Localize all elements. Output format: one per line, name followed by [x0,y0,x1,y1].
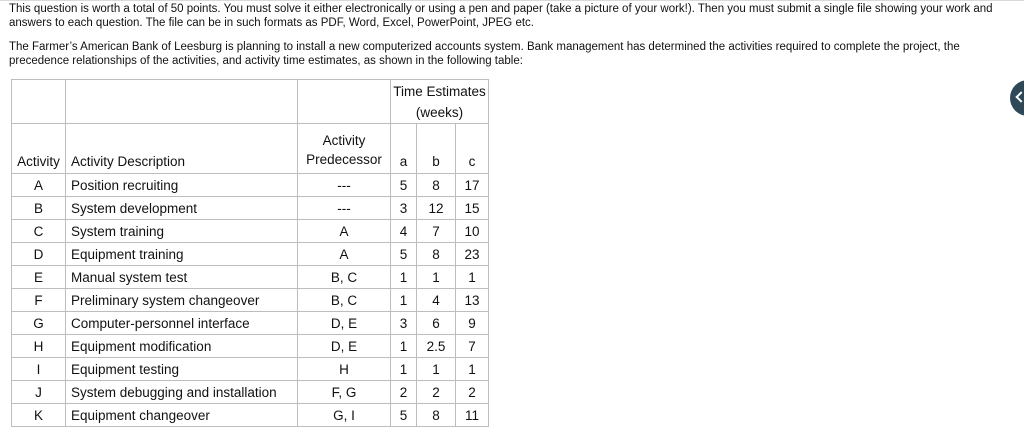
time-a-cell: 3 [391,312,417,335]
time-a-cell: 1 [391,358,417,381]
description-cell: Computer-personnel interface [66,312,298,335]
predecessor-cell: F, G [298,381,391,404]
time-a-cell: 1 [391,266,417,289]
time-c-cell: 7 [456,335,489,358]
time-a-cell: 3 [391,197,417,220]
description-cell: Equipment modification [66,335,298,358]
time-c-cell: 15 [456,197,489,220]
predecessor-cell: B, C [298,266,391,289]
time-b-cell: 1 [417,266,456,289]
description-cell: Equipment changeover [66,404,298,427]
time-c-cell: 17 [456,174,489,197]
table-row [12,404,489,427]
time-b-cell: 6 [417,312,456,335]
time-b-cell: 8 [417,404,456,427]
instructions-text: This question is worth a total of 50 points. You must solve it either electronically or using a pen and paper (take a picture of your work!). Then you must submit a single file showing your work and answers to each question. The file can be in such formats as PDF, Word, Excel, PowerPoint, JPEG etc. [9,3,993,29]
description-cell: Equipment testing [66,358,298,381]
table-row [12,266,489,289]
activity-cell: A [12,174,66,197]
activity-cell: C [12,220,66,243]
time-c-cell: 23 [456,243,489,266]
time-b-cell: 12 [417,197,456,220]
b-header: b [417,124,456,174]
time-b-cell: 4 [417,289,456,312]
column-header-row [12,124,489,174]
description-cell: Preliminary system changeover [66,289,298,312]
time-b-cell: 8 [417,174,456,197]
description-header: Activity Description [66,124,298,174]
predecessor-cell: --- [298,174,391,197]
predecessor-cell: A [298,243,391,266]
table-row [12,289,489,312]
activity-cell: F [12,289,66,312]
table-row [12,335,489,358]
chevron-left-icon[interactable] [1010,80,1024,116]
predecessor-cell: D, E [298,312,391,335]
activity-cell: B [12,197,66,220]
time-a-cell: 4 [391,220,417,243]
predecessor-cell: --- [298,197,391,220]
activity-cell: H [12,335,66,358]
predecessor-cell: B, C [298,289,391,312]
activity-cell: G [12,312,66,335]
activity-cell: K [12,404,66,427]
time-b-cell: 7 [417,220,456,243]
a-header: a [391,124,417,174]
activity-table [11,79,489,427]
predecessor-cell: A [298,220,391,243]
time-b-cell: 8 [417,243,456,266]
description-cell: Position recruiting [66,174,298,197]
activity-cell: E [12,266,66,289]
table-row [12,312,489,335]
description-cell: System training [66,220,298,243]
time-b-cell: 1 [417,358,456,381]
predecessor-header: Activity Predecessor [298,124,391,174]
time-a-cell: 1 [391,335,417,358]
time-c-cell: 13 [456,289,489,312]
time-c-cell: 1 [456,266,489,289]
predecessor-cell: G, I [298,404,391,427]
header-row-time-estimates [12,80,489,124]
table-row [12,220,489,243]
time-a-cell: 5 [391,174,417,197]
predecessor-cell: D, E [298,335,391,358]
time-b-cell: 2 [417,381,456,404]
c-header: c [456,124,489,174]
time-a-cell: 5 [391,243,417,266]
problem-statement: The Farmer’s American Bank of Leesburg is planning to install a new computerized accounts system. Bank management has determined the activities required to complete the project, the precedence relationships of the activities, and activity time estimates, as shown in the following table: [9,41,960,67]
description-cell: Manual system test [66,266,298,289]
time-a-cell: 5 [391,404,417,427]
table-row [12,381,489,404]
time-c-cell: 10 [456,220,489,243]
time-c-cell: 1 [456,358,489,381]
predecessor-cell: H [298,358,391,381]
top-divider [0,0,1024,1]
time-c-cell: 2 [456,381,489,404]
table-row [12,243,489,266]
time-c-cell: 9 [456,312,489,335]
table-row [12,174,489,197]
activity-cell: J [12,381,66,404]
time-a-cell: 1 [391,289,417,312]
description-cell: Equipment training [66,243,298,266]
description-cell: System debugging and installation [66,381,298,404]
time-b-cell: 2.5 [417,335,456,358]
table-row [12,358,489,381]
activity-cell: D [12,243,66,266]
time-estimates-header: Time Estimates (weeks) [391,80,489,124]
time-c-cell: 11 [456,404,489,427]
activity-header: Activity [12,124,66,174]
description-cell: System development [66,197,298,220]
time-a-cell: 2 [391,381,417,404]
activity-cell: I [12,358,66,381]
table-row [12,197,489,220]
